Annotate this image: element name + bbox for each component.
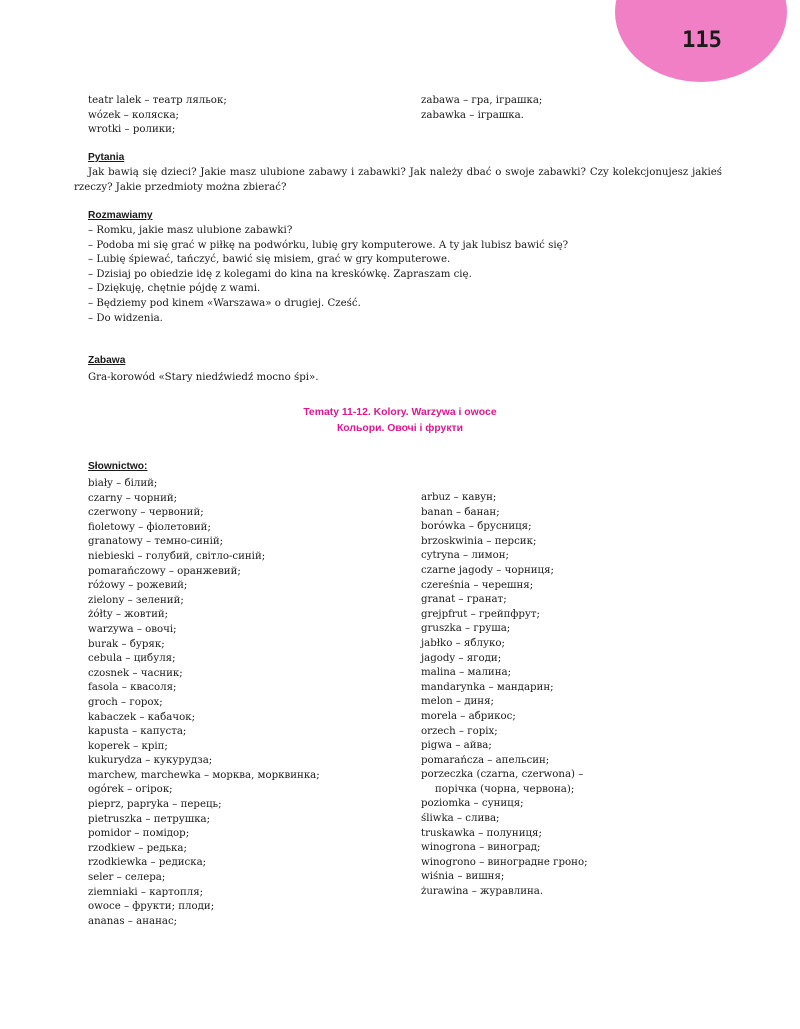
vocab-item: pomidor – помідор; xyxy=(88,828,190,840)
vocab-item: groch – горох; xyxy=(88,696,163,708)
slownictwo-left-column xyxy=(88,477,320,929)
vocab-item: cytryna – лимон; xyxy=(421,550,509,562)
vocab-item: wrotki – ролики; xyxy=(88,124,176,136)
vocab-item: ogórek – огірок; xyxy=(88,784,173,796)
vocab-item: seler – селера; xyxy=(88,872,166,884)
vocab-item: pomarańcza – апельсин; xyxy=(421,754,550,766)
vocab-item: brzoskwinia – персик; xyxy=(421,535,537,547)
vocab-item: malina – малина; xyxy=(421,667,512,679)
vocab-item: truskawka – полуниця; xyxy=(421,827,542,839)
zabawa-text: Gra-korowód «Stary niedźwiedź mocno śpi». xyxy=(88,372,319,383)
vocab-item: czerwony – червоний; xyxy=(88,507,204,519)
dialogue-line: – Lubię śpiewać, tańczyć, bawić się misiem, grać w gry komputerowe. xyxy=(88,254,451,266)
vocab-item: borówka – брусниця; xyxy=(421,521,532,533)
vocab-item: wózek – коляска; xyxy=(88,109,179,121)
slownictwo-heading: Słownictwo: xyxy=(88,461,148,472)
vocab-item: ziemniaki – картопля; xyxy=(88,886,204,898)
vocab-item: wiśnia – вишня; xyxy=(421,871,505,883)
vocab-item: teatr lalek – театр ляльок; xyxy=(88,95,227,106)
vocab-item: grejpfrut – грейпфрут; xyxy=(421,608,540,620)
rozmawiamy-heading: Rozmawiamy xyxy=(88,210,153,221)
vocab-item: orzech – горіх; xyxy=(421,725,498,737)
vocab-item: biały – білий; xyxy=(88,478,158,489)
vocab-item: warzywa – овочі; xyxy=(88,623,177,635)
vocab-item: winogrono – виноградне гроно; xyxy=(421,856,588,868)
pytania-text: Jak bawią się dzieci? Jakie masz ulubione zabawy i zabawki? Jak należy dbać o swoje zabawki? Czy kolekcjonujesz jakieś rzeczy? Jakie przedmioty można zbierać? xyxy=(74,167,722,193)
dialogue xyxy=(88,224,568,326)
vocab-item: porzeczka (czarna, czerwona) – xyxy=(421,769,584,781)
vocab-item: kabaczek – кабачок; xyxy=(88,711,196,723)
vocab-item: czereśnia – черешня; xyxy=(421,579,534,591)
vocab-item: śliwka – слива; xyxy=(421,813,500,825)
topic-title-ukrainian: Кольори. Овочі і фрукти xyxy=(336,423,464,434)
vocab-item: pieprz, papryka – перець; xyxy=(88,799,222,811)
vocab-item: ananas – ананас; xyxy=(88,915,178,927)
topic-title-polish: Tematy 11-12. Kolory. Warzywa i owoce xyxy=(303,407,497,418)
vocab-item: pomarańczowy – оранжевий; xyxy=(88,565,241,577)
vocab-item: żółty – жовтий; xyxy=(88,609,169,621)
vocab-item: różowy – рожевий; xyxy=(88,580,188,592)
vocab-item: burak – буряк; xyxy=(88,638,165,650)
vocab-item: fasola – квасоля; xyxy=(88,682,177,694)
top-vocab-left xyxy=(88,94,227,138)
dialogue-line: – Podoba mi się grać w piłkę na podwórku, lubię gry komputerowe. A ty jak lubisz bawić się? xyxy=(88,239,569,251)
slownictwo-right-column xyxy=(421,491,588,900)
vocab-item: poziomka – суниця; xyxy=(421,798,524,810)
dialogue-line: – Romku, jakie masz ulubione zabawki? xyxy=(88,225,293,236)
vocab-item: arbuz – кавун; xyxy=(421,492,497,503)
vocab-item: melon – диня; xyxy=(421,696,494,708)
vocab-item: jagody – ягоди; xyxy=(421,652,502,664)
vocab-item: pigwa – айва; xyxy=(421,740,492,752)
vocab-item: mandarynka – мандарин; xyxy=(421,681,554,693)
vocab-item: gruszka – груша; xyxy=(421,623,511,635)
dialogue-line: – Dzisiaj po obiedzie idę z kolegami do kina na kreskówkę. Zapraszam cię. xyxy=(88,268,472,280)
vocab-item: granatowy – темно-синій; xyxy=(88,536,224,548)
vocab-item: zabawka – іграшка. xyxy=(421,109,524,121)
vocab-item: czarny – чорний; xyxy=(88,492,178,504)
zabawa-heading: Zabawa xyxy=(88,355,126,366)
vocab-item: kukurydza – кукурудза; xyxy=(88,755,213,767)
vocab-item: pietruszka – петрушка; xyxy=(88,813,211,825)
vocab-item: cebula – цибуля; xyxy=(88,653,176,665)
pytania-heading: Pytania xyxy=(88,152,125,163)
vocab-item: zabawa – гра, іграшка; xyxy=(421,95,543,106)
vocab-item: kapusta – капуста; xyxy=(88,726,187,738)
vocab-item: rzodkiew – редька; xyxy=(88,842,187,854)
top-vocab-right xyxy=(421,94,542,123)
vocab-item-continuation: порічка (чорна, червона); xyxy=(435,783,575,795)
vocab-item: czarne jagody – чорниця; xyxy=(421,564,554,576)
vocab-item: fioletowy – фіолетовий; xyxy=(88,521,211,533)
dialogue-line: – Będziemy pod kinem «Warszawa» o drugiej. Cześć. xyxy=(88,297,361,309)
page-number: 115 xyxy=(682,28,722,53)
dialogue-line: – Dziękuję, chętnie pójdę z wami. xyxy=(88,283,261,295)
vocab-item: marchew, marchewka – морква, морквинка; xyxy=(88,769,320,781)
vocab-item: żurawina – журавлина. xyxy=(421,886,544,898)
vocab-item: niebieski – голубий, світло-синій; xyxy=(88,550,266,562)
vocab-item: morela – абрикос; xyxy=(421,710,516,722)
dialogue-line: – Do widzenia. xyxy=(88,312,163,324)
vocab-item: banan – банан; xyxy=(421,506,500,518)
vocab-item: czosnek – часник; xyxy=(88,667,183,679)
vocab-item: winogrona – виноград; xyxy=(421,842,541,854)
vocab-item: owoce – фрукти; плоди; xyxy=(88,901,215,913)
vocab-item: jabłko – яблуко; xyxy=(421,637,505,649)
vocab-item: rzodkiewka – редиска; xyxy=(88,857,207,869)
vocab-item: zielony – зелений; xyxy=(88,594,184,606)
vocab-item: koperek – кріп; xyxy=(88,740,168,752)
vocab-item: granat – гранат; xyxy=(421,594,507,606)
